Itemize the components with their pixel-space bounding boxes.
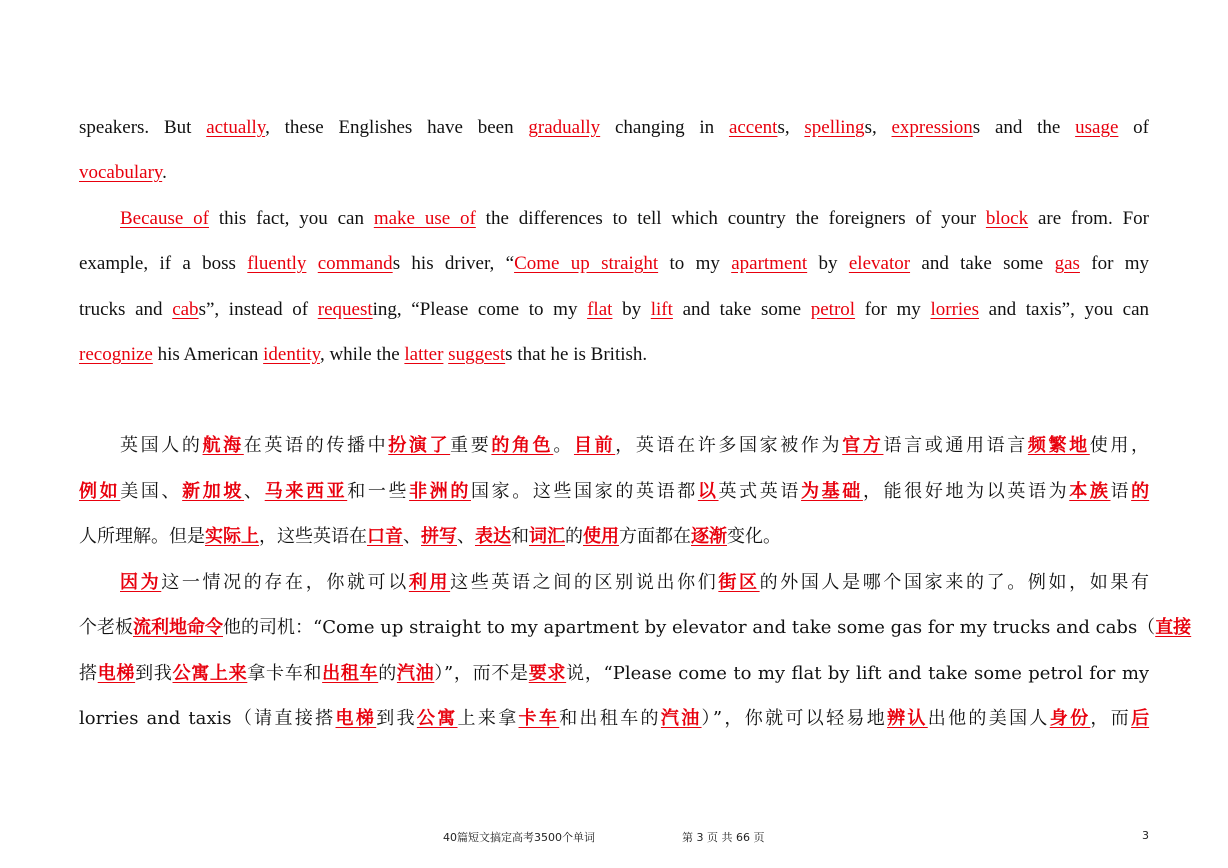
text-run: ，这些英语在: [259, 526, 367, 547]
text-run: the differences to tell which country the foreigners of your: [475, 208, 986, 229]
highlighted-term: 直接: [1155, 617, 1192, 638]
highlighted-term: 例如: [79, 481, 121, 502]
text-run: 说，“Please come to my flat by lift and take some petrol for my: [566, 663, 1150, 684]
highlighted-term: latter: [404, 344, 444, 365]
highlighted-term: 拼写: [421, 526, 457, 547]
highlighted-term: 汽油: [660, 708, 702, 729]
highlighted-term: actually: [206, 117, 266, 138]
highlighted-term: spelling: [804, 117, 865, 138]
text-run: 拿卡车和: [247, 663, 323, 684]
highlighted-term: gradually: [528, 117, 601, 138]
highlighted-term: 流利地命令: [133, 617, 223, 638]
text-run: 、: [244, 481, 265, 502]
text-run: 在英语的传播中: [243, 435, 389, 456]
highlighted-term: 非洲的: [409, 481, 471, 502]
text-run: 的: [565, 526, 583, 547]
text-run: .: [162, 162, 167, 183]
english-line: [79, 161, 1149, 185]
chinese-line: [79, 480, 1149, 504]
text-run: by: [807, 253, 849, 274]
text-run: for my: [1079, 253, 1150, 274]
text-run: 上来拿: [457, 708, 519, 729]
text-run: ）”，你就可以轻易地: [701, 708, 888, 729]
highlighted-term: 公寓上来: [172, 663, 248, 684]
text-run: 出他的美国人: [927, 708, 1050, 729]
highlighted-term: 利用: [408, 572, 451, 593]
highlighted-term: 卡车: [518, 708, 560, 729]
highlighted-term: 实际上: [205, 526, 259, 547]
text-run: , these Englishes have been: [265, 117, 529, 138]
text-run: his American: [152, 344, 264, 365]
highlighted-term: 要求: [528, 663, 567, 684]
highlighted-term: 因为: [120, 572, 162, 593]
highlighted-term: make use of: [373, 208, 476, 229]
text-run: are from. For: [1028, 208, 1149, 229]
text-run: 和一些: [347, 481, 410, 502]
highlighted-term: 后: [1131, 708, 1150, 729]
text-run: 人所理解。但是: [79, 526, 205, 547]
text-run: 搭: [79, 663, 98, 684]
highlighted-term: apartment: [731, 253, 808, 274]
text-run: s,: [777, 117, 805, 138]
text-run: ，英语在许多国家被作为: [615, 435, 843, 456]
highlighted-term: 电梯: [97, 663, 136, 684]
highlighted-term: 表达: [475, 526, 511, 547]
text-run: 英国人的: [120, 435, 203, 456]
footer-book-title: 40篇短文搞定高考3500个单词: [443, 831, 595, 844]
text-run: trucks and: [79, 299, 173, 320]
chinese-line: [120, 571, 1149, 595]
highlighted-term: cab: [172, 299, 199, 320]
text-run: 的: [378, 663, 397, 684]
highlighted-term: 使用: [583, 526, 619, 547]
highlighted-term: accent: [728, 117, 778, 138]
text-run: 和出租车的: [559, 708, 661, 729]
highlighted-term: identity: [263, 344, 320, 365]
text-run: [306, 253, 317, 274]
text-run: s”, instead of: [198, 299, 318, 320]
text-run: this fact, you can: [208, 208, 374, 229]
highlighted-term: 官方: [842, 435, 884, 456]
highlighted-term: 身份: [1049, 708, 1091, 729]
text-run: 。: [553, 435, 574, 456]
text-run: 、: [403, 526, 421, 547]
text-run: changing in: [600, 117, 729, 138]
highlighted-term: 逐渐: [691, 526, 727, 547]
highlighted-term: 出租车: [322, 663, 379, 684]
english-line: [79, 343, 1149, 367]
text-run: 使用，: [1089, 435, 1150, 456]
chinese-line: [79, 616, 1192, 640]
highlighted-term: 航海: [202, 435, 244, 456]
highlighted-term: fluently: [247, 253, 307, 274]
text-run: , while the: [319, 344, 405, 365]
text-run: 方面都在: [619, 526, 691, 547]
text-run: 美国、: [120, 481, 183, 502]
highlighted-term: petrol: [810, 299, 856, 320]
english-line: [79, 252, 1149, 276]
text-run: example, if a boss: [79, 253, 248, 274]
text-run: s and the: [972, 117, 1076, 138]
highlighted-term: flat: [587, 299, 613, 320]
highlighted-term: 马来西亚: [264, 481, 348, 502]
highlighted-term: 街区: [718, 572, 760, 593]
text-run: s his driver, “: [392, 253, 515, 274]
highlighted-term: 辨认: [887, 708, 928, 729]
highlighted-term: 扮演了: [388, 435, 451, 456]
highlighted-term: 口音: [367, 526, 403, 547]
text-run: 他的司机：“Come up straight to my apartment by elevator and take some gas for my trucks and cabs（: [223, 617, 1156, 638]
text-run: 和: [511, 526, 529, 547]
text-run: 英式英语: [718, 481, 802, 502]
highlighted-term: 本族: [1069, 481, 1111, 502]
chinese-line: [79, 707, 1149, 731]
text-run: s,: [864, 117, 892, 138]
text-run: to my: [658, 253, 732, 274]
text-run: ）”，而不是: [434, 663, 529, 684]
chinese-line: [79, 525, 1149, 549]
highlighted-term: lorries: [930, 299, 980, 320]
highlighted-term: request: [317, 299, 373, 320]
text-run: by: [612, 299, 651, 320]
highlighted-term: lift: [650, 299, 673, 320]
text-run: 到我: [376, 708, 417, 729]
text-run: 重要: [450, 435, 492, 456]
highlighted-term: 新加坡: [182, 481, 245, 502]
text-run: 国家。这些国家的英语都: [470, 481, 698, 502]
text-run: 变化。: [727, 526, 781, 547]
text-run: 个老板: [79, 617, 133, 638]
footer-page-number: 3: [1142, 829, 1149, 842]
highlighted-term: 目前: [573, 435, 616, 456]
english-line: [79, 116, 1149, 140]
text-run: speakers. But: [79, 117, 207, 138]
text-run: 这一情况的存在，你就可以: [161, 572, 409, 593]
text-run: for my: [855, 299, 931, 320]
highlighted-term: 公寓: [416, 708, 458, 729]
highlighted-term: usage: [1075, 117, 1119, 138]
highlighted-term: block: [985, 208, 1029, 229]
highlighted-term: command: [317, 253, 393, 274]
text-run: 语言或通用语言: [883, 435, 1028, 456]
highlighted-term: 的角色: [491, 435, 554, 456]
text-run: 、: [457, 526, 475, 547]
text-run: 这些英语之间的区别说出你们: [450, 572, 719, 593]
text-run: of: [1118, 117, 1150, 138]
footer-page-info: 第 3 页 共 66 页: [682, 831, 765, 844]
highlighted-term: vocabulary: [79, 162, 163, 183]
chinese-line: [79, 662, 1149, 686]
text-run: 的外国人是哪个国家来的了。例如，如果有: [759, 572, 1150, 593]
text-run: and take some: [672, 299, 811, 320]
highlighted-term: 为基础: [801, 481, 863, 502]
english-line: [120, 207, 1149, 231]
highlighted-term: expression: [891, 117, 973, 138]
text-run: and take some: [910, 253, 1055, 274]
highlighted-term: 汽油: [396, 663, 435, 684]
text-run: lorries and taxis（请直接搭: [79, 708, 336, 729]
text-run: and taxis”, you can: [979, 299, 1149, 320]
text-run: 到我: [135, 663, 173, 684]
highlighted-term: recognize: [79, 344, 153, 365]
highlighted-term: 词汇: [529, 526, 565, 547]
text-run: ing, “Please come to my: [372, 299, 588, 320]
english-line: [79, 298, 1149, 322]
text-run: ，而: [1090, 708, 1132, 729]
highlighted-term: Come up straight: [514, 253, 659, 274]
highlighted-term: Because of: [120, 208, 209, 229]
text-run: 语: [1110, 481, 1132, 502]
highlighted-term: 频繁地: [1027, 435, 1090, 456]
highlighted-term: elevator: [848, 253, 911, 274]
highlighted-term: suggest: [448, 344, 506, 365]
highlighted-term: 电梯: [335, 708, 377, 729]
highlighted-term: 以: [697, 481, 719, 502]
text-run: ，能很好地为以英语为: [862, 481, 1070, 502]
chinese-line: [120, 434, 1149, 458]
highlighted-term: 的: [1131, 481, 1150, 502]
highlighted-term: gas: [1054, 253, 1080, 274]
text-run: s that he is British.: [505, 344, 648, 365]
